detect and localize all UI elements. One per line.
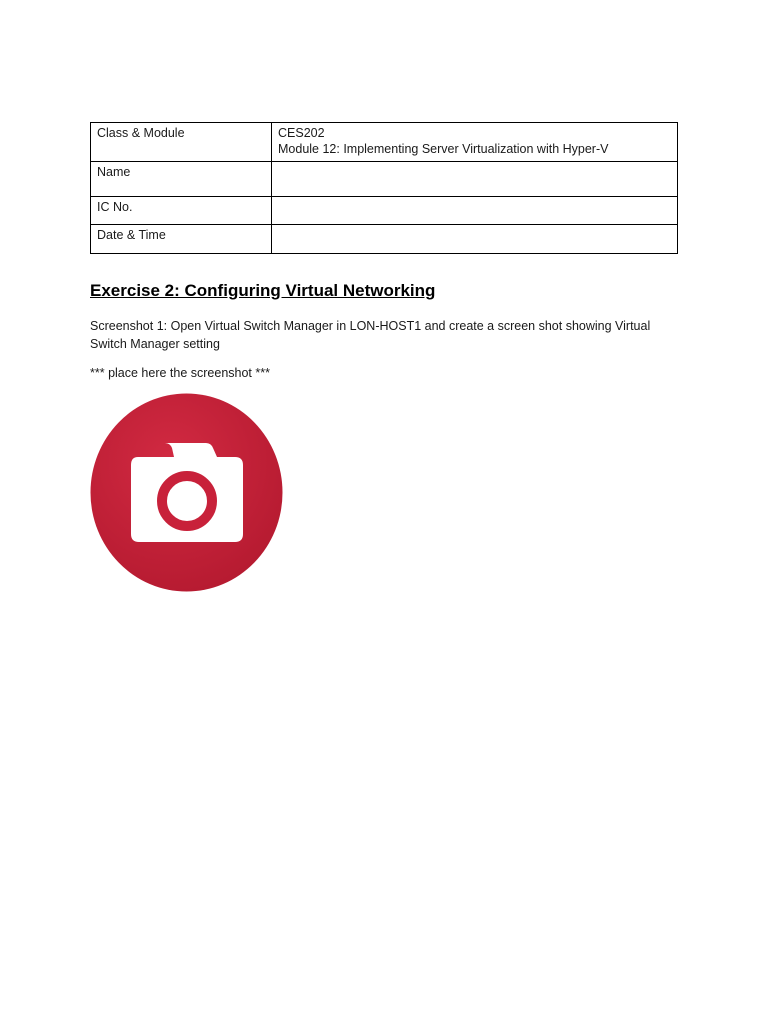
class-module-value bbox=[272, 123, 678, 162]
module-title: Module 12: Implementing Server Virtualization with Hyper-V bbox=[278, 142, 609, 156]
ic-no-label: IC No. bbox=[91, 197, 272, 225]
name-label: Name bbox=[91, 162, 272, 197]
table-row bbox=[91, 123, 678, 162]
exercise-instruction: Screenshot 1: Open Virtual Switch Manager in LON-HOST1 and create a screen shot showing Virtual Switch Manager setting bbox=[90, 319, 651, 351]
info-table bbox=[90, 122, 678, 254]
exercise-heading: Exercise 2: Configuring Virtual Networking bbox=[90, 281, 436, 300]
name-value bbox=[272, 162, 678, 197]
class-module-label: Class & Module bbox=[91, 123, 272, 162]
date-time-value bbox=[272, 225, 678, 254]
table-row bbox=[91, 225, 678, 254]
table-row bbox=[91, 197, 678, 225]
table-row bbox=[91, 162, 678, 197]
camera-icon bbox=[90, 393, 283, 592]
course-code: CES202 bbox=[278, 126, 325, 140]
ic-no-value bbox=[272, 197, 678, 225]
date-time-label: Date & Time bbox=[91, 225, 272, 254]
screenshot-placeholder-text: *** place here the screenshot *** bbox=[90, 366, 270, 380]
